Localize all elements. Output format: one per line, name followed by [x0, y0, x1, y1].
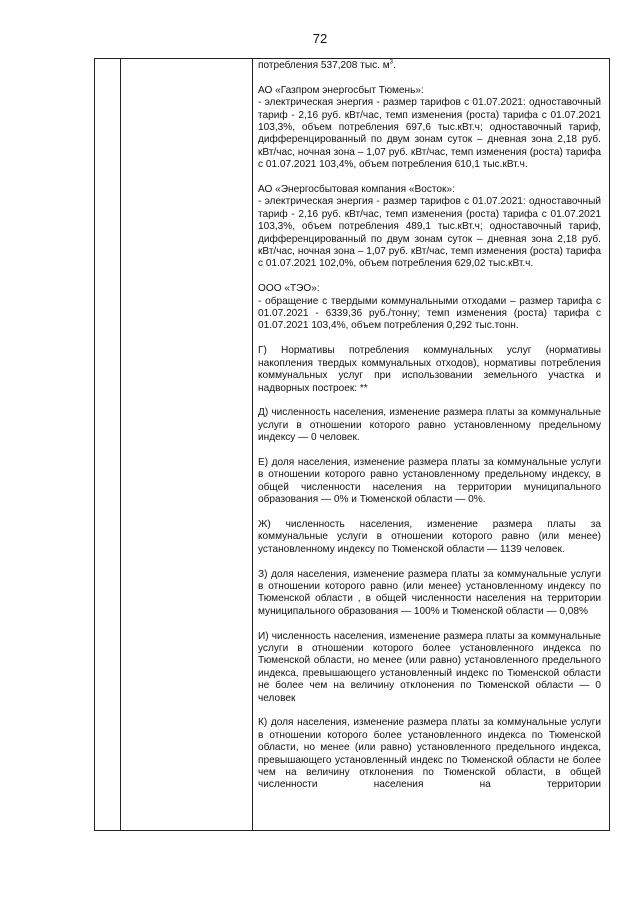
table-column-divider-1 [120, 59, 121, 830]
paragraph-zh: Ж) численность населения, изменение размера платы за коммунальные услуги в отношении которого равно (или менее) установленному индексу по Тюменской области — 1139 человек. [258, 518, 601, 555]
paragraph-g: Г) Нормативы потребления коммунальных услуг (нормативы накопления твердых коммунальных отходов), нормативы потребления коммунальных услуг при использовании земельного участка и надворных построек: ** [258, 345, 601, 394]
paragraph-i: И) численность населения, изменение размера платы за коммунальные услуги в отношении которого более установленного индекса по Тюменской области, но менее (или равно) установленного предельного индекса, превышающего установленный индекс по Тюменской области не более чем на величину отклонения по Тюменской области — 0 человек [258, 630, 601, 704]
page-number: 72 [312, 31, 328, 46]
table-content-cell [258, 60, 601, 792]
gazprom-title: АО «Газпром энергосбыт Тюмень»: [258, 84, 424, 96]
paragraph-k: К) доля населения, изменение размера платы за коммунальные услуги в отношении которого более установленного индекса по Тюменской области, но менее (или равно) установленного предельного индекса, превышающего установленный индекс по Тюменской области не более чем на величину отклонения по Тюменской области, в общей численности населения на территории [258, 717, 601, 791]
teo-title: ООО «ТЭО»: [258, 283, 320, 295]
paragraph-d: Д) численность населения, изменение размера платы за коммунальные услуги в отношении которого равно установленному предельному индексу — 0 человек. [258, 407, 601, 444]
consumption-volume-line: потребления 537,208 тыс. $м^3$. [258, 59, 396, 71]
paragraph-z: З) доля населения, изменение размера платы за коммунальные услуги в отношении которого равно (или менее) установленному индексу по Тюменской области , в общей численности населения на территории муниципального образования — 100% и Тюменской области — 0,08% [258, 568, 601, 617]
document-table [94, 58, 610, 831]
paragraph-e: Е) доля населения, изменение размера платы за коммунальные услуги в отношении которого равно установленному предельному индексу, в общей численности населения на территории муниципального образования — 0% и Тюменской области — 0%. [258, 456, 601, 506]
table-column-divider-2 [252, 59, 253, 830]
vostok-title: АО «Энергосбытовая компания «Восток»: [258, 184, 455, 196]
teo-tariff-text: - обращение с твердыми коммунальными отходами – размер тарифа с 01.07.2021 - 6339,36 руб./тонну; темп изменения (роста) тарифа с 01.07.2021 103,4%, объем потребления 0,292 тыс.тонн. [258, 295, 601, 332]
vostok-tariff-text: - электрическая энергия - размер тарифов с 01.07.2021: одноставочный тариф - 2,16 руб. кВт/час, темп изменения (роста) тарифа с 01.07.2021 103,3%, объем потребления 489,1 тыс.кВт.ч; одноставочный тариф, дифференцированный по двум зонам суток – дневная зона 2,18 руб. кВт/час, ночная зона – 1,07 руб. кВт/час, темп изменения (роста) тарифа с 01.07.2021 102,0%, объем потребления 629,02 тыс.кВт.ч. [258, 196, 601, 270]
gazprom-tariff-text: - электрическая энергия - размер тарифов с 01.07.2021: одноставочный тариф - 2,16 руб. кВт/час, темп изменения (роста) тарифа с 01.07.2021 103,3%, объем потребления 697,6 тыс.кВт.ч; одноставочный тариф, дифференцированный по двум зонам суток – дневная зона 2,18 руб. кВт/час, ночная зона – 1,07 руб. кВт/час, темп изменения (роста) тарифа с 01.07.2021 103,4%, объем потребления 610,1 тыс.кВт.ч. [258, 97, 601, 171]
